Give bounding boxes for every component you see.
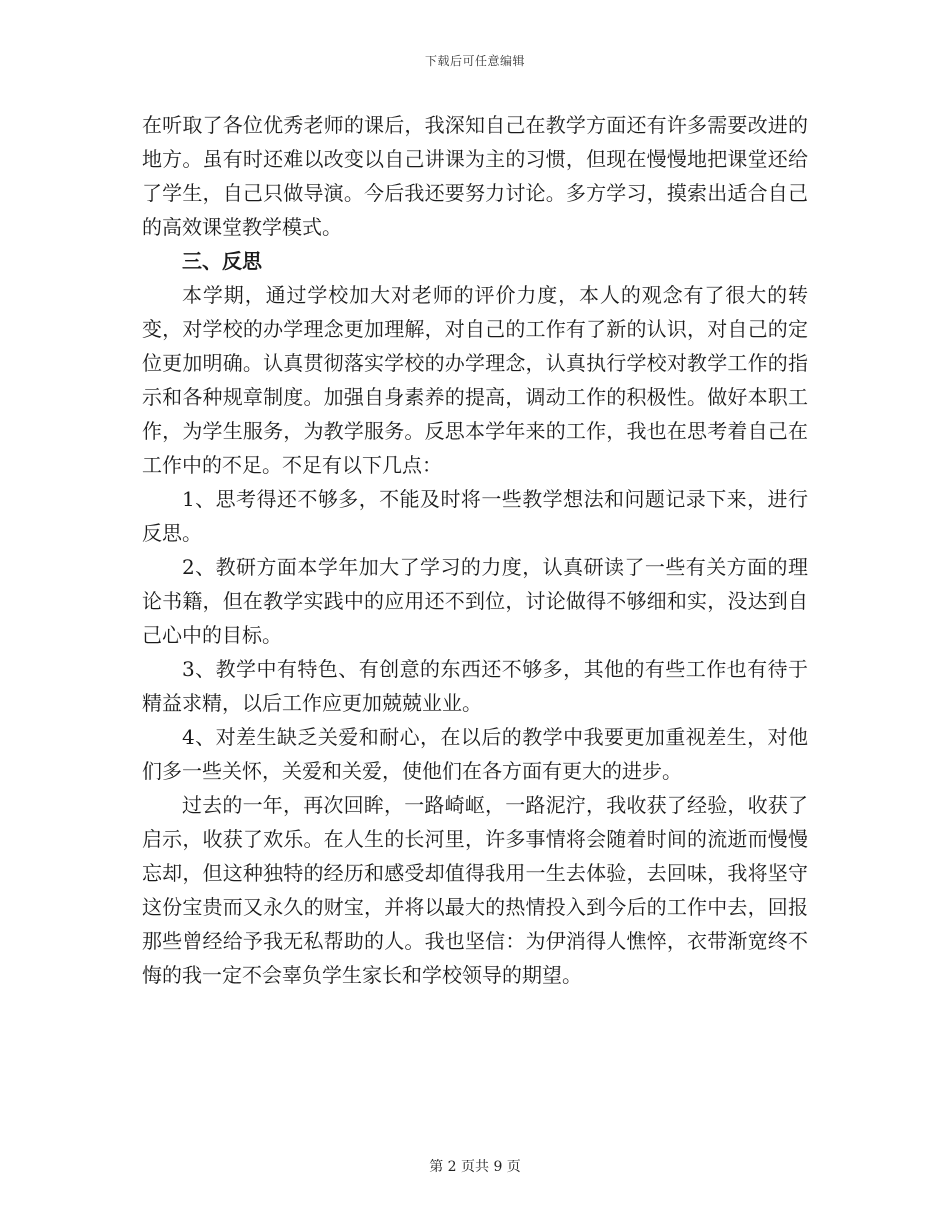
paragraph-conclusion: 过去的一年，再次回眸，一路崎岖，一路泥泞，我收获了经验，收获了启示，收获了欢乐。在人生的长河里，许多事情将会随着时间的流逝而慢慢忘却，但这种独特的经历和感受却值得我用一生去体验，去回味，我将坚守这份宝贵而又永久的财宝，并将以最大的热情投入到今后的工作中去，回报那些曾经给予我无私帮助的人。我也坚信：为伊消得人憔悴，衣带渐宽终不悔的我一定不会辜负学生家长和学校领导的期望。 xyxy=(142,793,808,987)
page-header: 下载后可任意编辑 xyxy=(424,54,525,68)
list-item-1: 1、思考得还不够多，不能及时将一些教学想法和问题记录下来，进行反思。 xyxy=(142,487,808,545)
section-heading-reflection: 三、反思 xyxy=(182,249,262,273)
list-item-2: 2、教研方面本学年加大了学习的力度，认真研读了一些有关方面的理论书籍，但在教学实践中的应用还不到位，讨论做得不够细和实，没达到自己心中的目标。 xyxy=(142,555,808,647)
paragraph-reflection: 本学期，通过学校加大对老师的评价力度，本人的观念有了很大的转变，对学校的办学理念更加理解，对自己的工作有了新的认识，对自己的定位更加明确。认真贯彻落实学校的办学理念，认真执行学校对教学工作的指示和各种规章制度。加强自身素养的提高，调动工作的积极性。做好本职工作，为学生服务，为教学服务。反思本学年来的工作，我也在思考着自己在工作中的不足。不足有以下几点： xyxy=(142,283,808,477)
document-body xyxy=(142,108,808,992)
list-item-4: 4、对差生缺乏关爱和耐心，在以后的教学中我要更加重视差生，对他们多一些关怀，关爱和关爱，使他们在各方面有更大的进步。 xyxy=(142,725,808,783)
list-item-3: 3、教学中有特色、有创意的东西还不够多，其他的有些工作也有待于精益求精，以后工作应更加兢兢业业。 xyxy=(142,657,808,715)
paragraph-intro: 在听取了各位优秀老师的课后，我深知自己在教学方面还有许多需要改进的地方。虽有时还难以改变以自己讲课为主的习惯，但现在慢慢地把课堂还给了学生，自己只做导演。今后我还要努力讨论。多方学习，摸索出适合自己的高效课堂教学模式。 xyxy=(142,113,808,239)
page-footer: 第 2 页共 9 页 xyxy=(429,1159,521,1175)
